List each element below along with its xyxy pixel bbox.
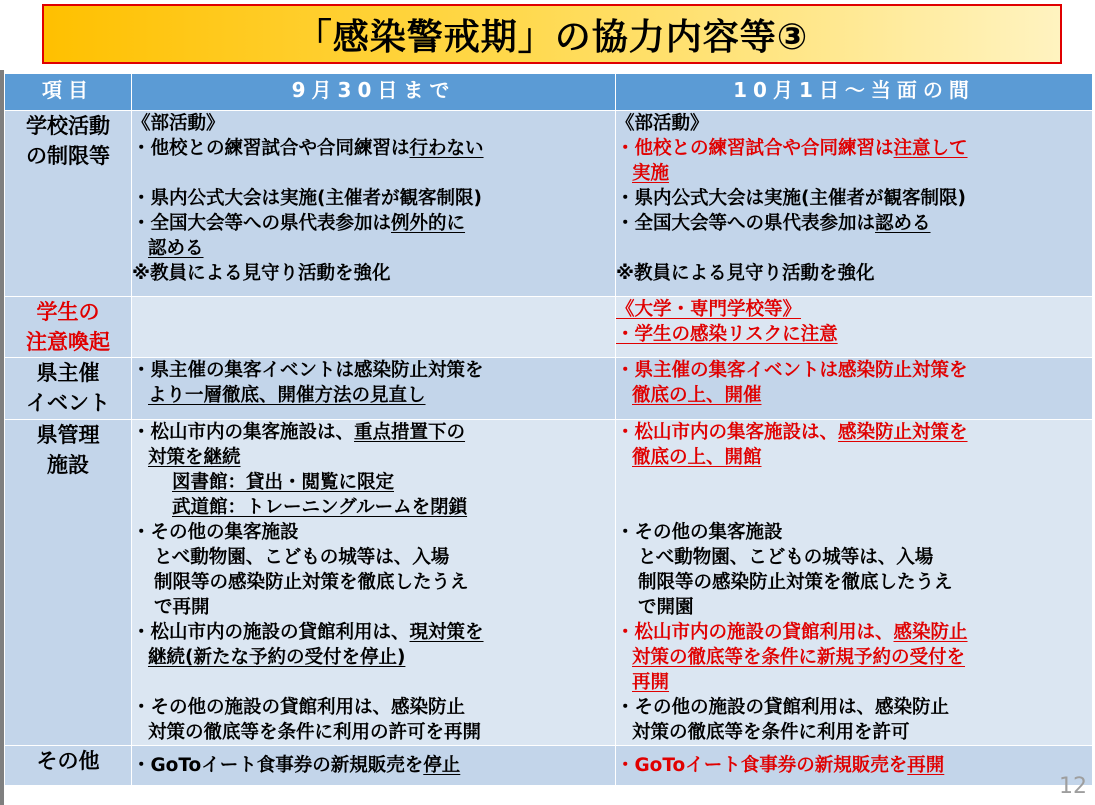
text-line: とべ動物園、こどもの城等は、入場 [154,547,450,568]
text-line: で再開 [154,597,210,618]
text-line: 《大学・専門学校等》 [616,299,802,320]
category-facilities [5,420,132,746]
text-line: ・松山市内の施設の貸館利用は、現対策を [132,622,484,643]
category-students [5,297,132,358]
text-line: より一層徹底、開催方法の見直し [148,385,426,406]
text-line: 継続(新たな予約の受付を停止) [148,647,406,668]
category-school [5,111,132,297]
text-line: 対策の徹底等を条件に新規予約の受付を [632,647,966,668]
header-row [5,74,1093,111]
text-line: ※教員による見守り活動を強化 [616,263,875,284]
text-line: 再開 [632,672,670,693]
text-line: 対策を継続 [148,447,241,468]
category-line: 施設 [47,453,89,477]
club-heading: 《部活動》 [616,113,709,134]
text-line: とべ動物園、こどもの城等は、入場 [638,547,934,568]
others-before [132,746,616,786]
page-number: 12 [1059,774,1087,799]
row-school [5,111,1093,297]
text-line: ・全国大会等への県代表参加は認める [616,213,931,234]
school-before [132,111,616,297]
category-others: その他 [5,746,132,786]
text-line: ・他校との練習試合や合同練習は行わない [132,138,484,159]
page-title: 「感染警戒期」の協力内容等③ [295,16,809,58]
category-line: 学生の [36,300,100,324]
category-line: イベント [26,391,110,415]
text-line: ・全国大会等への県代表参加は例外的に [132,213,466,234]
title-banner [42,4,1062,64]
text-line: 制限等の感染防止対策を徹底したうえ [638,572,953,593]
text-line: ・学生の感染リスクに注意 [616,324,838,345]
text-line: ・松山市内の集客施設は、感染防止対策を [616,422,968,443]
text-line: 対策の徹底等を条件に利用の許可を再開 [148,722,482,743]
text-line: ・県内公式大会は実施(主催者が観客制限) [132,188,482,209]
text-line: 制限等の感染防止対策を徹底したうえ [154,572,469,593]
header-item: 項目 [5,74,132,111]
text-line: ・県内公式大会は実施(主催者が観客制限) [616,188,966,209]
category-events [5,358,132,420]
text-line: ・松山市内の集客施設は、重点措置下の [132,422,466,443]
students-before [132,297,616,358]
text-line: 武道館：トレーニングルームを閉鎖 [172,497,468,518]
text-line: ・その他の施設の貸館利用は、感染防止 [132,697,466,718]
events-after [616,358,1093,420]
text-line: 徹底の上、開館 [632,447,762,468]
facilities-after [616,420,1093,746]
text-line: 対策の徹底等を条件に利用を許可 [632,722,910,743]
text-line: 認める [148,238,204,259]
category-line: 注意喚起 [26,330,110,354]
category-line: 県主催 [36,361,100,385]
text-line: ・松山市内の施設の貸館利用は、感染防止 [616,622,968,643]
text-line: ・県主催の集客イベントは感染防止対策を [132,360,484,381]
category-line: の制限等 [26,144,110,168]
header-before: 9月30日まで [132,74,616,111]
row-students [5,297,1093,358]
text-line: ・他校との練習試合や合同練習は注意して [616,138,968,159]
row-events [5,358,1093,420]
text-line: 実施 [632,163,670,184]
school-after [616,111,1093,297]
text-line: 図書館：貸出・閲覧に限定 [172,472,395,493]
text-line: ・GoToイート食事券の新規販売を再開 [616,755,945,776]
text-line: ・その他の集客施設 [616,522,783,543]
header-after: 10月1日〜当面の間 [616,74,1093,111]
students-after [616,297,1093,358]
row-others [5,746,1093,786]
others-after [616,746,1093,786]
text-line: ・GoToイート食事券の新規販売を停止 [132,755,461,776]
text-line: で開園 [638,597,694,618]
text-line: ・その他の施設の貸館利用は、感染防止 [616,697,950,718]
category-line: 学校活動 [26,114,110,138]
row-facilities [5,420,1093,746]
text-line: ・その他の集客施設 [132,522,299,543]
text-line: ・県主催の集客イベントは感染防止対策を [616,360,968,381]
events-before [132,358,616,420]
text-line: 徹底の上、開催 [632,385,762,406]
cooperation-table [4,73,1093,786]
club-heading: 《部活動》 [132,113,225,134]
text-line: ※教員による見守り活動を強化 [132,263,391,284]
facilities-before [132,420,616,746]
category-line: 県管理 [36,423,100,447]
